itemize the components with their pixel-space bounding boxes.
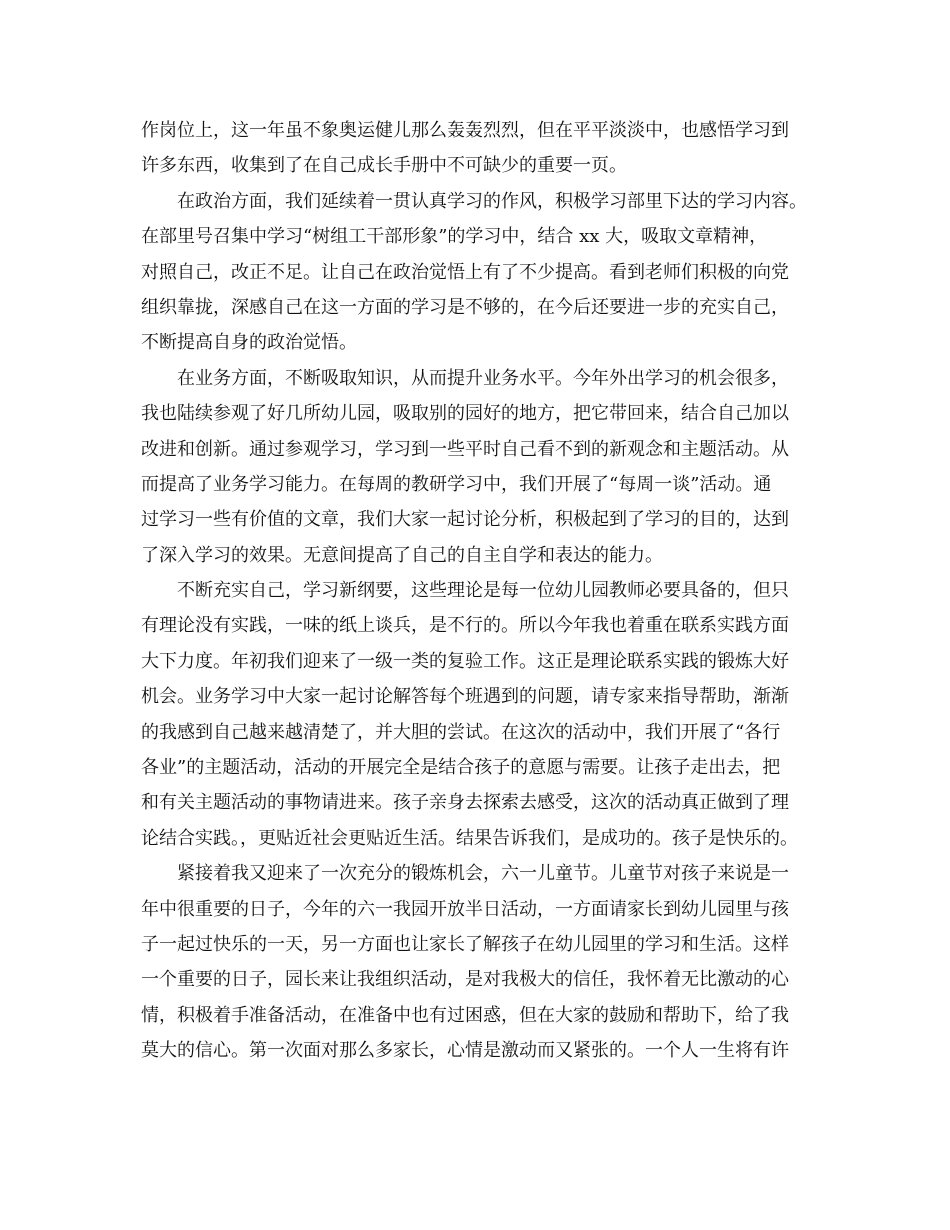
text-line: 不断充实自己，学习新纲要，这些理论是每一位幼儿园教师必要具备的，但只 (177, 580, 789, 602)
text-line: 而提高了业务学习能力。在每周的教研学习中，我们开展了“每周一谈”活动。通 (141, 473, 772, 495)
text-line: 莫大的信心。第一次面对那么多家长，心情是激动而又紧张的。一个人一生将有许 (141, 1040, 789, 1062)
text-line: 大下力度。年初我们迎来了一级一类的复验工作。这正是理论联系实践的锻炼大好 (141, 650, 789, 672)
text-line: 对照自己，改正不足。让自己在政治觉悟上有了不少提高。看到老师们积极的向党 (141, 261, 789, 283)
text-line: 子一起过快乐的一天，另一方面也让家长了解孩子在幼儿园里的学习和生活。这样 (141, 933, 789, 955)
text-line: 有理论没有实践，一味的纸上谈兵，是不行的。所以今年我也着重在联系实践方面 (141, 615, 789, 637)
text-line: 和有关主题活动的事物请进来。孩子亲身去探索去感受，这次的活动真正做到了理 (141, 792, 789, 814)
text-line: 一个重要的日子，园长来让我组织活动，是对我极大的信任，我怀着无比激动的心 (141, 969, 789, 991)
text-line: 我也陆续参观了好几所幼儿园，吸取别的园好的地方，把它带回来，结合自己加以 (141, 403, 789, 425)
text-line: 机会。业务学习中大家一起讨论解答每个班遇到的问题，请专家来指导帮助，渐渐 (141, 686, 789, 708)
text-line: 在部里号召集中学习“树组工干部形象”的学习中，结合 xx 大，吸取文章精神， (141, 226, 768, 248)
text-line: 论结合实践。，更贴近社会更贴近生活。结果告诉我们，是成功的。孩子是快乐的。 (141, 827, 798, 849)
text-line: 许多东西，收集到了在自己成长手册中不可缺少的重要一页。 (141, 155, 627, 177)
text-line: 在业务方面，不断吸取知识，从而提升业务水平。今年外出学习的机会很多， (177, 367, 789, 389)
text-line: 情，积极着手准备活动，在准备中也有过困惑，但在大家的鼓励和帮助下，给了我 (141, 1004, 789, 1026)
document-body (141, 113, 821, 1069)
text-line: 了深入学习的效果。无意间提高了自己的自主自学和表达的能力。 (141, 544, 663, 566)
text-line: 紧接着我又迎来了一次充分的锻炼机会，六一儿童节。儿童节对孩子来说是一 (177, 863, 789, 885)
text-line: 过学习一些有价值的文章，我们大家一起讨论分析，积极起到了学习的目的，达到 (141, 509, 789, 531)
text-line: 年中很重要的日子，今年的六一我园开放半日活动，一方面请家长到幼儿园里与孩 (141, 898, 789, 920)
text-line: 作岗位上，这一年虽不象奥运健儿那么轰轰烈烈，但在平平淡淡中，也感悟学习到 (141, 120, 789, 141)
text-line: 在政治方面，我们延续着一贯认真学习的作风，积极学习部里下达的学习内容。 (177, 190, 807, 212)
text-line: 的我感到自己越来越清楚了，并大胆的尝试。在这次的活动中，我们开展了“各行 (141, 721, 781, 743)
text-line: 不断提高自身的政治觉悟。 (141, 332, 357, 354)
text-line: 改进和创新。通过参观学习，学习到一些平时自己看不到的新观念和主题活动。从 (141, 438, 789, 460)
text-line: 组织靠拢，深感自己在这一方面的学习是不够的，在今后还要进一步的充实自己， (141, 296, 789, 318)
text-line: 各业”的主题活动，活动的开展完全是结合孩子的意愿与需要。让孩子走出去，把 (141, 757, 781, 779)
